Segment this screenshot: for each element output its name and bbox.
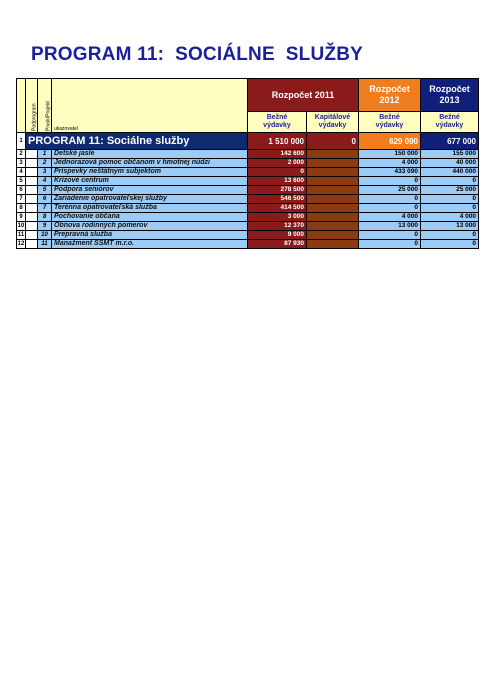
item-kapitalove-2011 bbox=[307, 186, 359, 195]
budget-table bbox=[16, 78, 479, 249]
sub-bezne-2013-l1: Bežné bbox=[439, 114, 460, 121]
table-row bbox=[17, 240, 479, 249]
item-index: 5 bbox=[38, 186, 52, 195]
item-bezne-2012: 4 000 bbox=[359, 159, 421, 168]
item-bezne-2011: 9 000 bbox=[248, 231, 307, 240]
item-bezne-2013: 0 bbox=[421, 177, 479, 186]
row-number: 4 bbox=[17, 168, 26, 177]
page-title: PROGRAM 11: SOCIÁLNE SLUŽBY bbox=[31, 44, 364, 65]
row-number: 3 bbox=[17, 159, 26, 168]
table-row bbox=[17, 168, 479, 177]
item-kapitalove-2011 bbox=[307, 159, 359, 168]
item-index: 3 bbox=[38, 168, 52, 177]
row-number: 8 bbox=[17, 204, 26, 213]
row-number: 12 bbox=[17, 241, 25, 247]
program-bezne-2013: 677 000 bbox=[421, 133, 479, 150]
sub-bezne-2011-l2: výdavky bbox=[263, 122, 291, 129]
item-kapitalove-2011 bbox=[307, 150, 359, 159]
item-index: 1 bbox=[38, 150, 52, 159]
item-name: Krízové centrum bbox=[52, 177, 248, 186]
sub-kapitalove-2011-l1: Kapitálové bbox=[314, 114, 351, 121]
item-bezne-2013: 13 000 bbox=[421, 222, 479, 231]
item-bezne-2011: 0 bbox=[248, 168, 307, 177]
podprogram-cell bbox=[26, 195, 38, 204]
item-bezne-2012: 0 bbox=[359, 231, 421, 240]
item-bezne-2011: 546 500 bbox=[248, 195, 307, 204]
item-name: Príspevky neštátnym subjektom bbox=[52, 168, 248, 177]
program-bezne-2012: 629 090 bbox=[359, 133, 421, 150]
item-kapitalove-2011 bbox=[307, 177, 359, 186]
item-bezne-2013: 0 bbox=[421, 204, 479, 213]
item-bezne-2013: 0 bbox=[421, 195, 479, 204]
item-name: Obnova rodinných pomerov bbox=[52, 222, 248, 231]
item-bezne-2011: 87 930 bbox=[248, 240, 307, 249]
sub-kapitalove-2011 bbox=[307, 112, 359, 133]
item-bezne-2011: 414 500 bbox=[248, 204, 307, 213]
item-name: Terénna opatrovateľská služba bbox=[52, 204, 248, 213]
item-bezne-2012: 0 bbox=[359, 204, 421, 213]
item-bezne-2011: 13 600 bbox=[248, 177, 307, 186]
header-podprogram: Podprogram bbox=[26, 79, 38, 133]
podprogram-cell bbox=[26, 231, 38, 240]
podprogram-cell bbox=[26, 204, 38, 213]
header-rozpocet-2013-line2: 2013 bbox=[439, 95, 460, 105]
item-name: Jednorazová pomoc občanom v hmotnej núdzi bbox=[52, 159, 248, 168]
item-index: 7 bbox=[38, 204, 52, 213]
item-name: Pochovanie občana bbox=[52, 213, 248, 222]
item-bezne-2012: 13 000 bbox=[359, 222, 421, 231]
header-corner bbox=[17, 79, 26, 133]
header-row-top bbox=[17, 79, 479, 112]
row-number: 2 bbox=[17, 150, 26, 159]
header-rozpocet-2013 bbox=[421, 79, 479, 112]
sub-bezne-2012 bbox=[359, 112, 421, 133]
row-number: 5 bbox=[17, 177, 26, 186]
item-bezne-2012: 0 bbox=[359, 240, 421, 249]
row-number: 1 bbox=[17, 133, 26, 150]
item-bezne-2012: 433 090 bbox=[359, 168, 421, 177]
podprogram-cell bbox=[26, 240, 38, 249]
sub-bezne-2011-l1: Bežné bbox=[266, 114, 288, 121]
item-bezne-2012: 4 000 bbox=[359, 213, 421, 222]
program-name: PROGRAM 11: Sociálne služby bbox=[26, 133, 248, 150]
podprogram-cell bbox=[26, 168, 38, 177]
item-kapitalove-2011 bbox=[307, 168, 359, 177]
podprogram-cell bbox=[26, 177, 38, 186]
sub-bezne-2012-l1: Bežné bbox=[379, 114, 400, 121]
item-name: Zariadenie opatrovateľskej služby bbox=[52, 195, 248, 204]
item-bezne-2013: 4 000 bbox=[421, 213, 479, 222]
item-bezne-2013: 0 bbox=[421, 231, 479, 240]
item-bezne-2011: 12 370 bbox=[248, 222, 307, 231]
header-rozpocet-2012 bbox=[359, 79, 421, 112]
header-rozpocet-2012-line2: 2012 bbox=[379, 95, 400, 105]
podprogram-cell bbox=[26, 186, 38, 195]
table-row bbox=[17, 222, 479, 231]
row-number: 10 bbox=[17, 223, 25, 229]
sub-bezne-2012-l2: výdavky bbox=[375, 122, 404, 129]
table-row bbox=[17, 186, 479, 195]
item-bezne-2012: 0 bbox=[359, 195, 421, 204]
item-bezne-2011: 278 500 bbox=[248, 186, 307, 195]
item-name: Podpora seniorov bbox=[52, 186, 248, 195]
header-name: ukazovatel bbox=[52, 79, 248, 133]
item-index: 10 bbox=[38, 231, 52, 240]
item-bezne-2013: 0 bbox=[421, 240, 479, 249]
item-bezne-2013: 155 000 bbox=[421, 150, 479, 159]
item-name: Manažment SSMT m.r.o. bbox=[52, 240, 248, 249]
item-index: 4 bbox=[38, 177, 52, 186]
row-number: 7 bbox=[17, 195, 26, 204]
header-prvok: Prvok/Projekt bbox=[38, 79, 52, 133]
table-row bbox=[17, 195, 479, 204]
item-bezne-2013: 440 000 bbox=[421, 168, 479, 177]
podprogram-cell bbox=[26, 150, 38, 159]
item-index: 8 bbox=[38, 213, 52, 222]
item-name: Prepravná služba bbox=[52, 231, 248, 240]
item-bezne-2012: 25 000 bbox=[359, 186, 421, 195]
item-index: 6 bbox=[38, 195, 52, 204]
sub-bezne-2013-l2: výdavky bbox=[435, 122, 464, 129]
item-kapitalove-2011 bbox=[307, 222, 359, 231]
table-row bbox=[17, 204, 479, 213]
item-bezne-2013: 25 000 bbox=[421, 186, 479, 195]
program-bezne-2011: 1 510 000 bbox=[248, 133, 307, 150]
item-bezne-2011: 3 000 bbox=[248, 213, 307, 222]
header-rozpocet-2011: Rozpočet 2011 bbox=[248, 79, 359, 112]
sub-bezne-2013 bbox=[421, 112, 479, 133]
podprogram-cell bbox=[26, 213, 38, 222]
item-rows bbox=[17, 150, 479, 249]
item-bezne-2012: 150 000 bbox=[359, 150, 421, 159]
sub-bezne-2011 bbox=[248, 112, 307, 133]
header-rozpocet-2012-line1: Rozpočet bbox=[369, 84, 410, 94]
item-kapitalove-2011 bbox=[307, 240, 359, 249]
row-number: 9 bbox=[17, 213, 26, 222]
table-row bbox=[17, 231, 479, 240]
item-index: 2 bbox=[38, 159, 52, 168]
item-kapitalove-2011 bbox=[307, 213, 359, 222]
item-bezne-2011: 2 000 bbox=[248, 159, 307, 168]
item-bezne-2013: 40 000 bbox=[421, 159, 479, 168]
item-bezne-2012: 0 bbox=[359, 177, 421, 186]
item-kapitalove-2011 bbox=[307, 231, 359, 240]
item-index: 11 bbox=[38, 240, 52, 249]
item-bezne-2011: 142 600 bbox=[248, 150, 307, 159]
row-number: 11 bbox=[17, 232, 25, 238]
row-number: 6 bbox=[17, 186, 26, 195]
item-kapitalove-2011 bbox=[307, 204, 359, 213]
program-row bbox=[17, 133, 479, 150]
podprogram-cell bbox=[26, 222, 38, 231]
sub-kapitalove-2011-l2: výdavky bbox=[318, 122, 347, 129]
table-row bbox=[17, 213, 479, 222]
item-name: Detské jasle bbox=[52, 150, 248, 159]
program-kapitalove-2011: 0 bbox=[307, 133, 359, 150]
item-index: 9 bbox=[38, 222, 52, 231]
header-rozpocet-2013-line1: Rozpočet bbox=[429, 84, 470, 94]
podprogram-cell bbox=[26, 159, 38, 168]
item-kapitalove-2011 bbox=[307, 195, 359, 204]
table-row bbox=[17, 177, 479, 186]
table-row bbox=[17, 159, 479, 168]
table-row bbox=[17, 150, 479, 159]
